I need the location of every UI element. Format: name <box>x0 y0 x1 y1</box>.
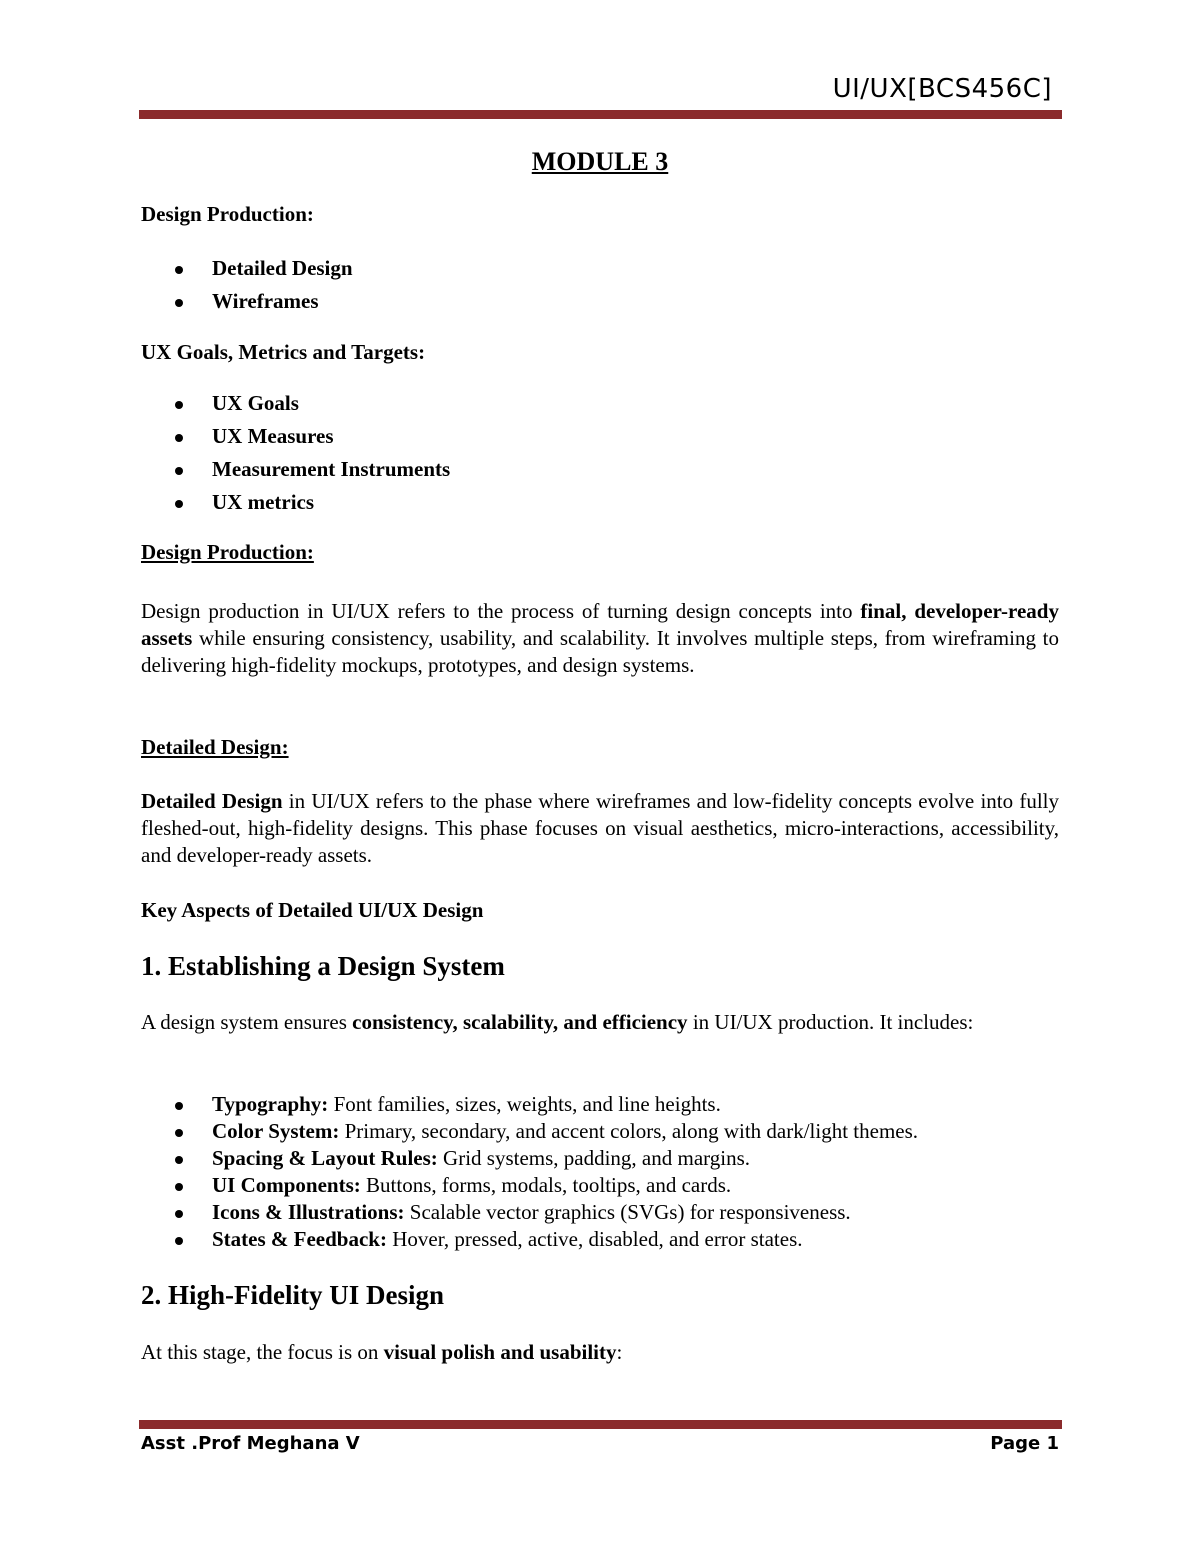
overview-heading-design-production: Design Production: <box>141 202 314 226</box>
design-system-heading: 1. Establishing a Design System <box>141 951 505 981</box>
overview-heading-ux-goals: UX Goals, Metrics and Targets: <box>141 340 426 364</box>
overview-list-ux-goals <box>141 390 1059 516</box>
list-item: Wireframes <box>141 288 1059 315</box>
bullet-icon <box>175 467 183 475</box>
detailed-design-heading: Detailed Design: <box>141 735 289 759</box>
list-item: Measurement Instruments <box>141 456 1059 483</box>
bullet-icon <box>175 401 183 409</box>
design-system-list <box>141 1091 1059 1253</box>
bullet-icon <box>175 434 183 442</box>
list-item: States & Feedback: Hover, pressed, active, disabled, and error states. <box>141 1226 1059 1253</box>
design-production-heading: Design Production: <box>141 540 314 564</box>
bullet-icon <box>175 1102 183 1110</box>
list-item: UX Measures <box>141 423 1059 450</box>
list-item: Color System: Primary, secondary, and accent colors, along with dark/light themes. <box>141 1118 1059 1145</box>
list-item: UX Goals <box>141 390 1059 417</box>
bullet-icon <box>175 1210 183 1218</box>
bullet-icon <box>175 266 183 274</box>
design-production-paragraph: Design production in UI/UX refers to the process of turning design concepts into final, developer-ready assets while ensuring consistency, usability, and scalability. It involves multiple steps, from wireframing to delivering high-fidelity mockups, prototypes, and design systems. <box>141 599 1059 677</box>
header-rule <box>139 110 1062 119</box>
bullet-icon <box>175 1183 183 1191</box>
list-item: UX metrics <box>141 489 1059 516</box>
design-system-paragraph: A design system ensures consistency, scalability, and efficiency in UI/UX production. It includes: <box>141 1010 974 1034</box>
high-fidelity-paragraph: At this stage, the focus is on visual polish and usability: <box>141 1340 623 1364</box>
footer-author: Asst .Prof Meghana V <box>141 1433 360 1454</box>
bullet-icon <box>175 299 183 307</box>
footer-rule <box>139 1420 1062 1429</box>
detailed-design-paragraph: Detailed Design in UI/UX refers to the phase where wireframes and low-fidelity concepts evolve into fully fleshed-out, high-fidelity designs. This phase focuses on visual aesthetics, micro-interactions, accessibility, and developer-ready assets. <box>141 789 1060 867</box>
key-aspects-heading: Key Aspects of Detailed UI/UX Design <box>141 898 484 922</box>
list-item: UI Components: Buttons, forms, modals, tooltips, and cards. <box>141 1172 1059 1199</box>
list-item: Detailed Design <box>141 255 1059 282</box>
bullet-icon <box>175 1237 183 1245</box>
footer-page-number: Page 1 <box>990 1433 1059 1454</box>
header-course-code: UI/UX[BCS456C] <box>832 74 1052 104</box>
high-fidelity-heading: 2. High-Fidelity UI Design <box>141 1280 445 1310</box>
list-item: Typography: Font families, sizes, weights, and line heights. <box>141 1091 1059 1118</box>
overview-list-design-production <box>141 255 1059 315</box>
list-item: Spacing & Layout Rules: Grid systems, padding, and margins. <box>141 1145 1059 1172</box>
module-title: MODULE 3 <box>531 147 669 176</box>
bullet-icon <box>175 1129 183 1137</box>
bullet-icon <box>175 1156 183 1164</box>
bullet-icon <box>175 500 183 508</box>
list-item: Icons & Illustrations: Scalable vector graphics (SVGs) for responsiveness. <box>141 1199 1059 1226</box>
